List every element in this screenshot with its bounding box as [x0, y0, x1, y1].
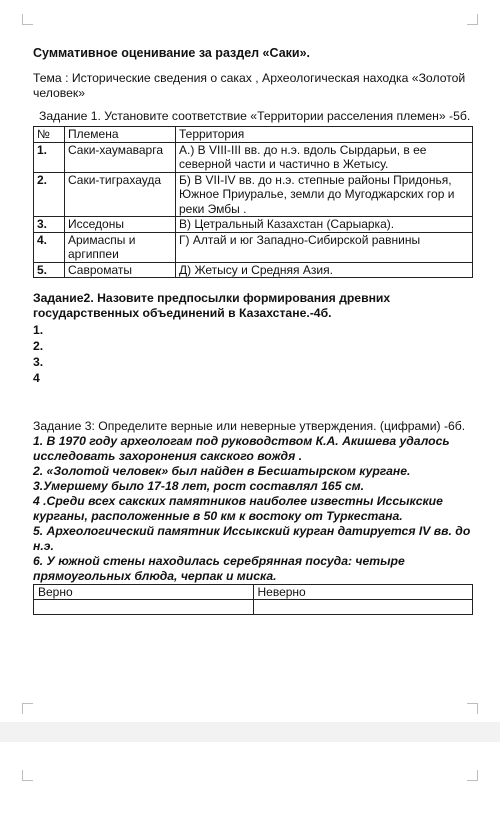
- header-tribes: Племена: [65, 127, 176, 143]
- row-tribe: Саки-тиграхауда: [65, 172, 176, 217]
- row-territory: Г) Алтай и юг Западно-Сибирской равнины: [176, 232, 473, 262]
- document-content: [33, 46, 473, 615]
- row-tribe: Саки-хаумаварга: [65, 142, 176, 172]
- row-territory: А.) В VIII-III вв. до н.э. вдоль Сырдарьи, в ее северной части и частично в Жетысу.: [176, 142, 473, 172]
- row-tribe: Исседоны: [65, 217, 176, 233]
- row-number: 1.: [34, 142, 65, 172]
- crop-mark-top-right: [467, 770, 478, 781]
- task2-item: 4: [33, 371, 40, 385]
- true-answer-cell[interactable]: [34, 600, 254, 615]
- task1-header-row: [34, 127, 473, 143]
- task2-heading: Задание2. Назовите предпосылки формирования древних государственных объединений в Казахстане.-4б.: [33, 291, 391, 320]
- false-answer-cell[interactable]: [253, 600, 473, 615]
- document-page-2: [0, 742, 500, 836]
- row-number: 4.: [34, 232, 65, 262]
- task1-heading: Задание 1. Установите соответствие «Территории расселения племен» -5б.: [39, 109, 471, 123]
- row-territory: В) Цетральный Казахстан (Сарыарка).: [176, 217, 473, 233]
- statement: 4 .Среди всех сакских памятников наиболее известны Иссыкские курганы, расположенные в 50 км к востоку от Туркестана.: [33, 494, 443, 523]
- row-territory: Б) В VII-IV вв. до н.э. степные районы Придонья, Южное Приуралье, земли до Мугоджарских гор и реки Эмбы .: [176, 172, 473, 217]
- true-column-header: Верно: [34, 585, 254, 600]
- crop-mark-bottom-right: [467, 703, 478, 714]
- task1-row: [34, 262, 473, 278]
- task3-header-row: [34, 585, 473, 600]
- task3-answer-row: [34, 600, 473, 615]
- header-territory: Территория: [176, 127, 473, 143]
- document-theme: Тема : Исторические сведения о саках , Археологическая находка «Золотой человек»: [33, 71, 466, 100]
- task3-answer-table: [33, 584, 473, 615]
- crop-mark-top-right: [467, 14, 478, 25]
- task2-answer-list: [33, 323, 473, 387]
- row-territory: Д) Жетысу и Средняя Азия.: [176, 262, 473, 278]
- row-number: 3.: [34, 217, 65, 233]
- crop-mark-top-left: [22, 770, 33, 781]
- false-column-header: Неверно: [253, 585, 473, 600]
- row-tribe: Савроматы: [65, 262, 176, 278]
- statement: 2. «Золотой человек» был найден в Бесшатырском кургане.: [33, 464, 411, 478]
- task3-statements: [33, 434, 473, 584]
- statement: 3.Умершему было 17-18 лет, рост составлял 165 см.: [33, 479, 365, 493]
- task2-item: 1.: [33, 323, 44, 337]
- statement: 5. Археологический памятник Иссыкский курган датируется IV вв. до н.э.: [33, 524, 471, 553]
- statement: 1. В 1970 году археологам под руководством К.А. Акишева удалось исследовать захоронения сакского вождя .: [33, 434, 450, 463]
- crop-mark-bottom-left: [22, 703, 33, 714]
- crop-mark-top-left: [22, 14, 33, 25]
- row-tribe: Аримаспы и аргиппеи: [65, 232, 176, 262]
- task2-item: 2.: [33, 339, 44, 353]
- task1-row: [34, 142, 473, 172]
- task1-row: [34, 232, 473, 262]
- statement: 6. У южной стены находилась серебрянная посуда: четыре прямоугольных блюда, черпак и миска.: [33, 554, 405, 583]
- task3-heading: Задание 3: Определите верные или неверные утверждения. (цифрами) -6б.: [33, 419, 466, 433]
- document-title: Суммативное оценивание за раздел «Саки».: [33, 46, 311, 60]
- task1-table: [33, 126, 473, 278]
- row-number: 2.: [34, 172, 65, 217]
- task2-item: 3.: [33, 355, 44, 369]
- task1-row: [34, 172, 473, 217]
- row-number: 5.: [34, 262, 65, 278]
- header-number: №: [34, 127, 65, 143]
- task1-row: [34, 217, 473, 233]
